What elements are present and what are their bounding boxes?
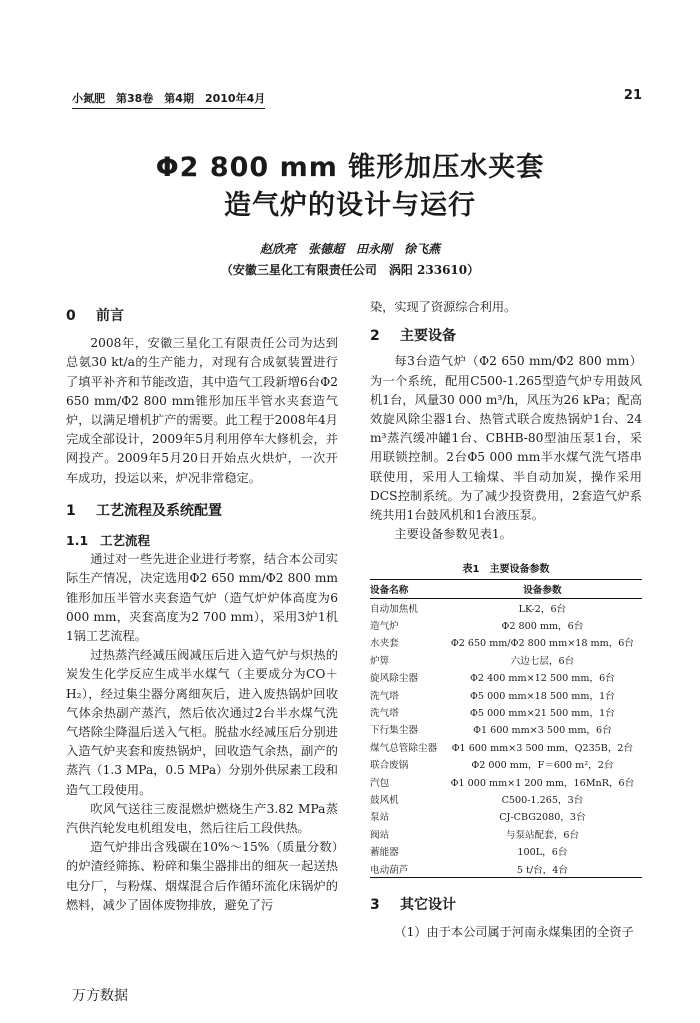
- table-row: [370, 686, 642, 703]
- section-0-heading: 0 前言: [66, 308, 124, 324]
- table-row: [370, 703, 642, 720]
- table-cell-name: 联合废锅: [370, 760, 409, 772]
- left-column: [66, 307, 338, 915]
- table-caption: 表1 主要设备参数: [462, 564, 550, 575]
- section-2-paragraph-1: 每3台造气炉（Φ2 650 mm/Φ2 800 mm）为一个系统，配用C500-1.265型造气炉专用鼓风机1台，风量30 000 m³/h，风压为26 kPa；配高效旋风除尘器1台、热管式联合废热锅炉1台、24 m³蒸汽缓冲罐1台、CBHB-80型油压泵1台，采用联锁控制。2台Φ5 000 mm半水煤气洗气塔串联使用，采用人工输煤、半自动加炭，操作采用DCS控制系统。为了减少投资费用，2套造气炉系统共用1台鼓风机和1台液压泵。: [370, 354, 642, 523]
- table-row: [370, 773, 642, 790]
- table-row: [370, 651, 642, 668]
- section-1-paragraph-1: 通过对一些先进企业进行考察，结合本公司实际生产情况，决定选用Φ2 650 mm/Φ2 800 mm锥形加压半管水夹套造气炉（造气炉炉体高度为6 000 mm，夹套高度为2 700 mm），采用3炉1机1锅工艺流程。: [66, 552, 338, 644]
- table-row: [370, 721, 642, 738]
- subsection-1-1-heading: 1.1 工艺流程: [66, 533, 151, 549]
- table-cell-name: 自动加焦机: [370, 603, 418, 615]
- table-cell-name: 水夹套: [370, 638, 399, 650]
- table-cell-params: Φ1 000 mm×1 200 mm，16MnR，6台: [450, 777, 635, 789]
- page-number: 21: [623, 88, 642, 103]
- table-row: [370, 738, 642, 755]
- table-cell-params: 5 t/台，4台: [443, 860, 642, 878]
- table-cell-params: Φ2 650 mm/Φ2 800 mm×18 mm，6台: [450, 638, 634, 650]
- footer-watermark: 万方数据: [72, 988, 128, 1004]
- journal-header: 小氮肥 第38卷 第4期 2010年4月: [72, 90, 265, 109]
- table-cell-name: 电动葫芦: [370, 860, 443, 878]
- table-cell-params: C500-1.265，3台: [501, 794, 584, 806]
- table-row: [370, 634, 642, 651]
- table-cell-name: 阀站: [370, 829, 390, 841]
- table-row: [370, 808, 642, 825]
- table-cell-name: 洗气塔: [370, 708, 399, 720]
- table-cell-name: 洗气塔: [370, 690, 399, 702]
- section-1-paragraph-2: 过热蒸汽经减压阀减压后进入造气炉与炽热的炭发生化学反应生成半水煤气（主要成分为CO＋H₂），经过集尘器分离细灰后，进入废热锅炉回收气体余热副产蒸汽，然后依次通过2台半水煤气洗气塔除尘降温后送入气柜。脱盐水经减压后分别进入造气炉夹套和废热锅炉，回收造气余热，副产的蒸汽（1.3 MPa，0.5 MPa）分别外供尿素工段和造气工段使用。: [66, 648, 338, 797]
- table-row: [370, 599, 642, 617]
- table-cell-name: 造气炉: [370, 621, 399, 633]
- section-1-paragraph-4: 造气炉排出含残碳在10%～15%（质量分数）的炉渣经筛拣、粉碎和集尘器排出的细灰一起送热电分厂，与粉煤、烟煤混合后作循环流化床锅炉的燃料，减少了固体废物排放，避免了污: [66, 840, 338, 912]
- table-cell-params: Φ1 600 mm×3 500 mm，6台: [473, 725, 612, 737]
- table-row: [370, 842, 642, 859]
- table-cell-name: 煤气总管除尘器: [370, 742, 438, 754]
- continued-text: 染，实现了资源综合利用。: [370, 300, 517, 314]
- section-1-heading: 1 工艺流程及系统配置: [66, 502, 222, 519]
- table-cell-params: Φ2 800 mm，6台: [501, 621, 584, 633]
- section-2-paragraph-2: 主要设备参数见表1。: [394, 527, 512, 542]
- table-cell-name: 泵站: [370, 812, 390, 824]
- right-column-bottom: [370, 896, 642, 942]
- authors: 赵欣亮 张德超 田永刚 徐飞燕: [259, 242, 440, 256]
- article-title-line-1: Φ2 800 mm 锥形加压水夹套: [155, 152, 545, 183]
- right-column: [370, 298, 642, 544]
- table-cell-params: Φ2 400 mm×12 500 mm，6台: [470, 673, 615, 685]
- section-1-paragraph-3: 吹风气送往三废混燃炉燃烧生产3.82 MPa蒸汽供汽轮发电机组发电，然后往后工段供热。: [66, 801, 338, 836]
- equipment-table: [370, 560, 642, 878]
- section-0-paragraph: 2008年，安徽三星化工有限责任公司为达到总氨30 kt/a的生产能力，对现有合成氨装置进行了填平补齐和节能改造，其中造气工段新增6台Φ2 650 mm/Φ2 800 mm锥形加压半管水夹套造气炉，以满足增机扩产的需要。此工程于2008年4月完成全部设计，2009年5月利用停车大修机会，并网投产。2009年5月20日开始点火烘炉，一次开车成功，投运以来，炉况非常稳定。: [66, 336, 338, 485]
- table-cell-name: 炉箅: [370, 655, 390, 667]
- table-cell-params: Φ5 000 mm×18 500 mm，1台: [470, 690, 615, 702]
- table-row: [370, 790, 642, 807]
- table-row: [370, 616, 642, 633]
- table-cell-name: 蓄能器: [370, 847, 399, 859]
- section-3-heading: 3 其它设计: [370, 897, 456, 913]
- affiliation: （安徽三星化工有限责任公司 涡阳 233610）: [220, 263, 480, 277]
- section-2-heading: 2 主要设备: [370, 328, 456, 345]
- table-cell-params: Φ1 600 mm×3 500 mm，Q235B，2台: [451, 742, 634, 754]
- table-cell-params: Φ5 000 mm×21 500 mm，1台: [470, 708, 615, 720]
- table-cell-params: 六边七层，6台: [510, 655, 575, 667]
- table-cell-name: 鼓风机: [370, 794, 399, 806]
- table-cell-params: 100L，6台: [517, 847, 568, 859]
- table-row: [370, 669, 642, 686]
- table-row: [370, 860, 642, 878]
- section-3-paragraph: （1）由于本公司属于河南永煤集团的全资子: [394, 925, 634, 940]
- table-cell-name: 旋风除尘器: [370, 673, 418, 685]
- table-cell-name: 下行集尘器: [370, 725, 418, 737]
- table-cell-params: 与泵站配套，6台: [505, 829, 580, 841]
- table-header-params: 设备参数: [443, 580, 642, 599]
- table-row: [370, 756, 642, 773]
- table-row: [370, 825, 642, 842]
- table-header-name: 设备名称: [370, 580, 443, 599]
- table-cell-params: Φ2 000 mm，F＝600 m²，2台: [471, 760, 614, 772]
- table-cell-params: LK-2，6台: [518, 603, 567, 615]
- table-cell-params: CJ-CBG2080，3台: [499, 812, 586, 824]
- article-title-line-2: 造气炉的设计与运行: [224, 190, 476, 221]
- table-cell-name: 汽包: [370, 777, 390, 789]
